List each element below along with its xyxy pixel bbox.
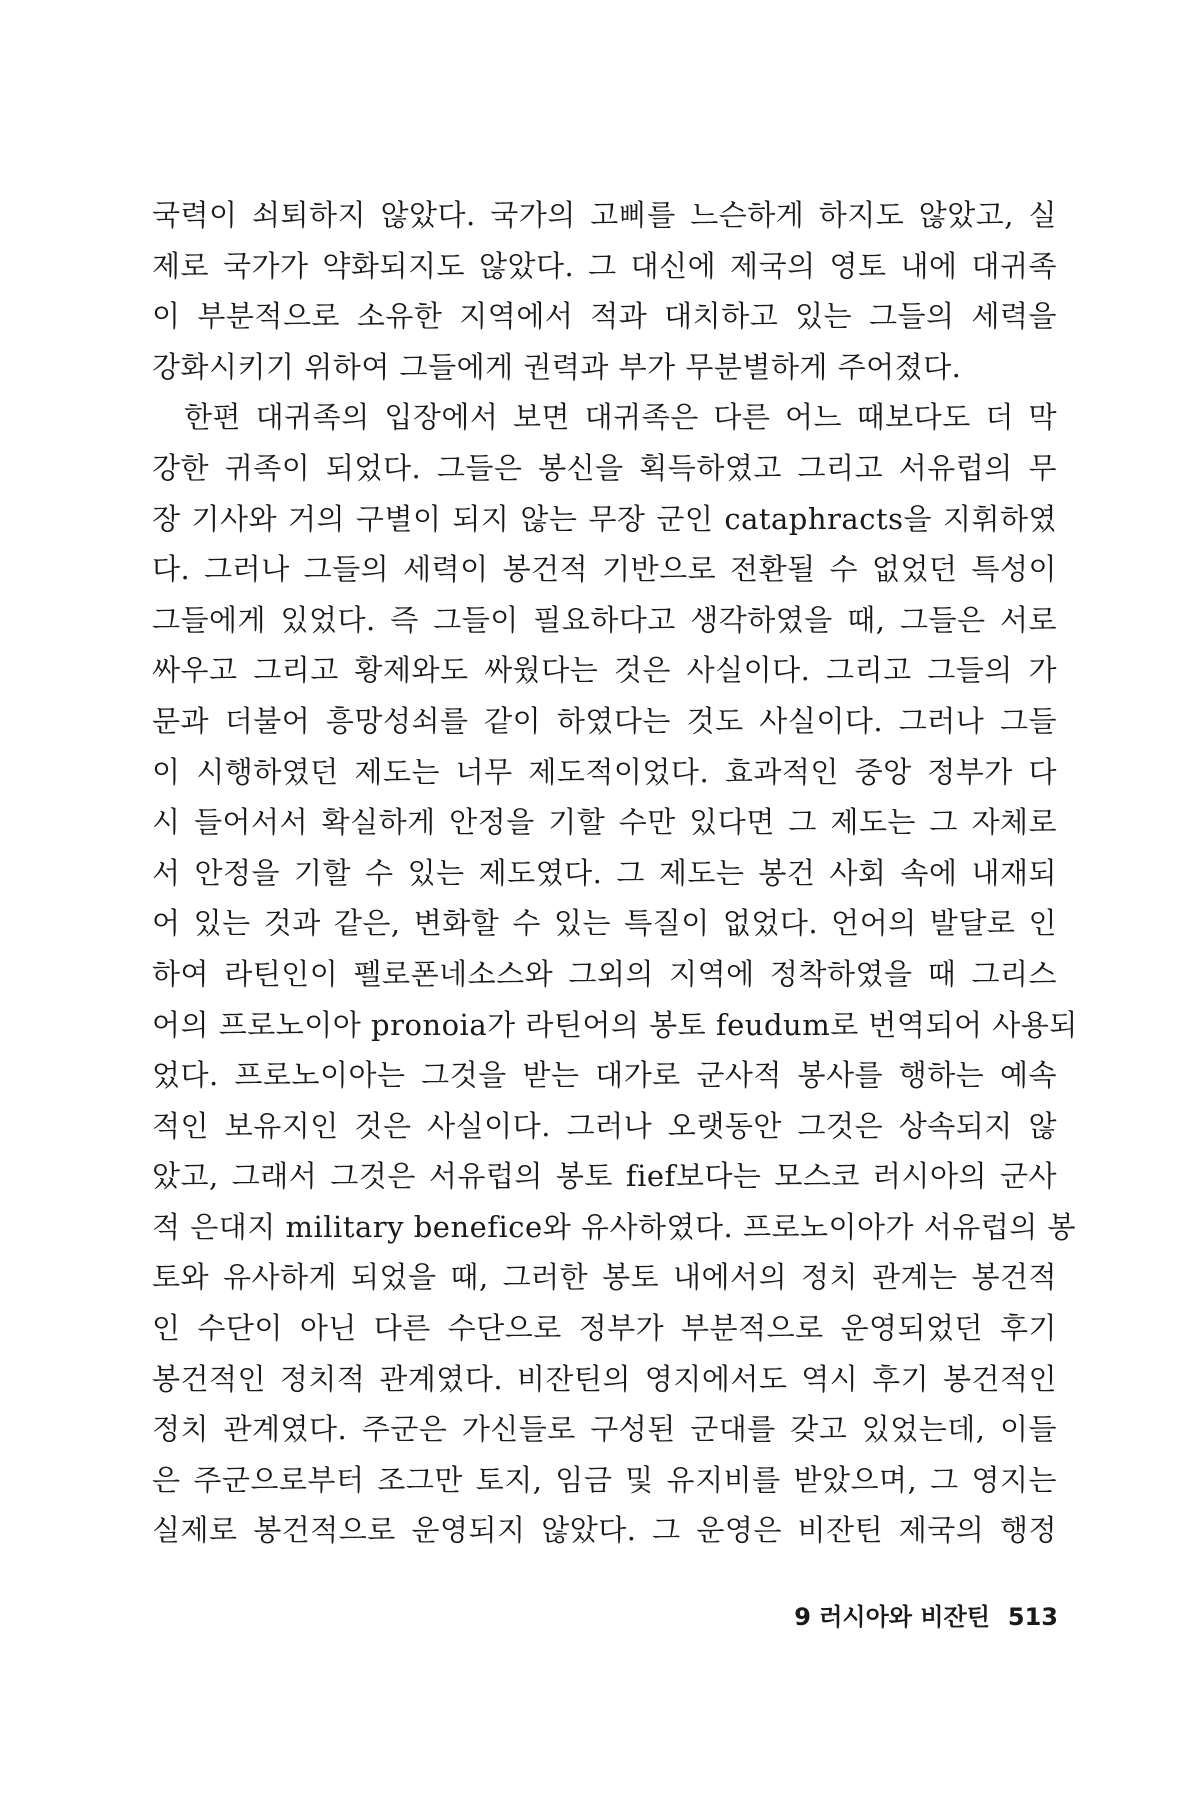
text-line: 강화시키기 위하여 그들에게 권력과 부가 무분별하게 주어졌다.	[152, 349, 962, 384]
text-line: 았고, 그래서 그것은 서유럽의 봉토 fief보다는 모스코 러시아의 군사	[152, 1159, 1057, 1194]
text-line: 정치 관계였다. 주군은 가신들로 구성된 군대를 갖고 있었는데, 이들	[152, 1412, 1057, 1447]
text-line: 문과 더불어 흥망성쇠를 같이 하였다는 것도 사실이다. 그러나 그들	[152, 703, 1057, 738]
text-line: 시 들어서서 확실하게 안정을 기할 수만 있다면 그 제도는 그 자체로	[152, 805, 1057, 840]
text-line: 한편 대귀족의 입장에서 보면 대귀족은 다른 어느 때보다도 더 막	[184, 400, 1057, 435]
text-line: 이 부분적으로 소유한 지역에서 적과 대치하고 있는 그들의 세력을	[152, 299, 1057, 334]
text-line: 이 시행하였던 제도는 너무 제도적이었다. 효과적인 중앙 정부가 다	[152, 754, 1057, 789]
text-line: 국력이 쇠퇴하지 않았다. 국가의 고삐를 느슨하게 하지도 않았고, 실	[152, 198, 1057, 232]
text-line: 적 은대지 military benefice와 유사하였다. 프로노이아가 서유럽의 봉	[152, 1209, 1077, 1244]
running-chapter-title: 9 러시아와 비잔틴	[794, 1603, 990, 1631]
text-line: 실제로 봉건적으로 운영되지 않았다. 그 운영은 비잔틴 제국의 행정	[152, 1513, 1057, 1548]
page-footer	[794, 1597, 1058, 1632]
text-line: 다. 그러나 그들의 세력이 봉건적 기반으로 전환될 수 없었던 특성이	[152, 552, 1057, 587]
body-text	[152, 190, 1078, 1556]
text-line: 하여 라틴인이 펠로폰네소스와 그외의 지역에 정착하였을 때 그리스	[152, 956, 1057, 991]
text-line: 은 주군으로부터 조그만 토지, 임금 및 유지비를 받았으며, 그 영지는	[152, 1462, 1057, 1497]
text-line: 싸우고 그리고 황제와도 싸웠다는 것은 사실이다. 그리고 그들의 가	[152, 653, 1057, 688]
text-line: 강한 귀족이 되었다. 그들은 봉신을 획득하였고 그리고 서유럽의 무	[152, 450, 1057, 485]
text-line: 제로 국가가 약화되지도 않았다. 그 대신에 제국의 영토 내에 대귀족	[152, 248, 1057, 283]
page-number: 513	[1007, 1603, 1058, 1631]
text-line: 장 기사와 거의 구별이 되지 않는 무장 군인 cataphracts을 지휘하였	[152, 501, 1057, 536]
text-line: 그들에게 있었다. 즉 그들이 필요하다고 생각하였을 때, 그들은 서로	[152, 602, 1057, 637]
text-line: 어의 프로노이아 pronoia가 라틴어의 봉토 feudum로 번역되어 사용되	[152, 1007, 1078, 1042]
text-line: 봉건적인 정치적 관계였다. 비잔틴의 영지에서도 역시 후기 봉건적인	[152, 1361, 1057, 1396]
text-line: 적인 보유지인 것은 사실이다. 그러나 오랫동안 그것은 상속되지 않	[152, 1108, 1057, 1143]
text-line: 어 있는 것과 같은, 변화할 수 있는 특질이 없었다. 언어의 발달로 인	[152, 906, 1057, 941]
text-line: 토와 유사하게 되었을 때, 그러한 봉토 내에서의 정치 관계는 봉건적	[152, 1260, 1057, 1295]
text-line: 었다. 프로노이아는 그것을 받는 대가로 군사적 봉사를 행하는 예속	[152, 1058, 1057, 1093]
text-line: 서 안정을 기할 수 있는 제도였다. 그 제도는 봉건 사회 속에 내재되	[152, 855, 1057, 890]
text-line: 인 수단이 아닌 다른 수단으로 정부가 부분적으로 운영되었던 후기	[152, 1311, 1057, 1346]
